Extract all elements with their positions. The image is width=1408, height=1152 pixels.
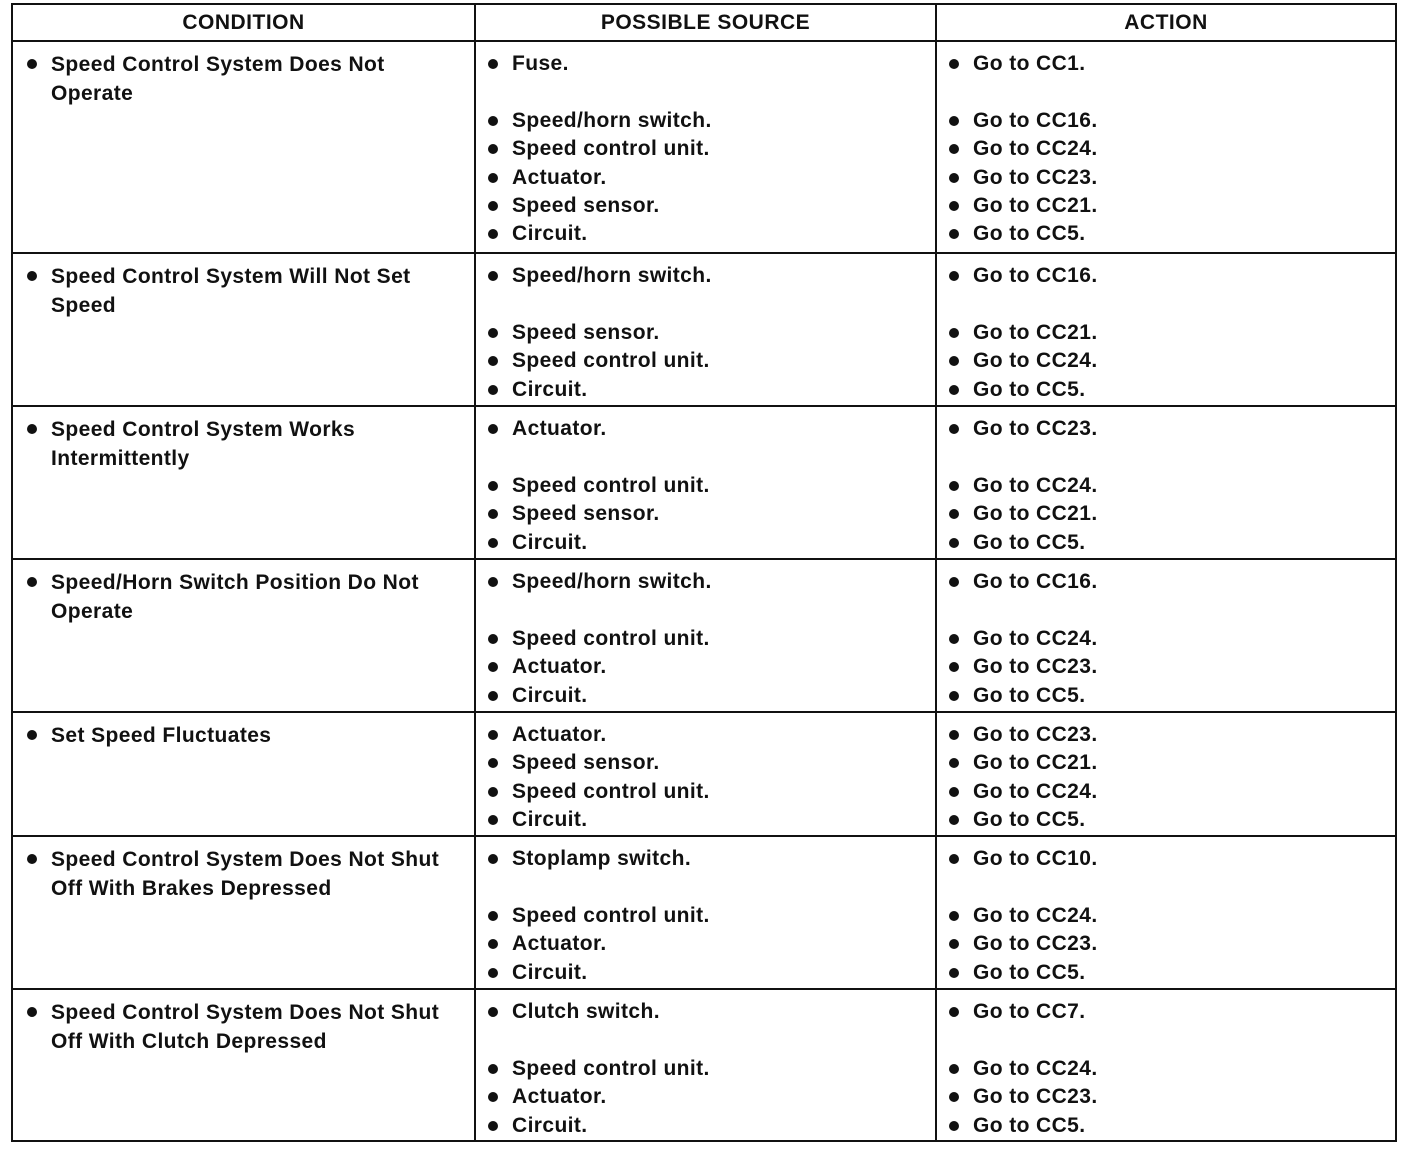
source-item (488, 902, 927, 930)
action-item (949, 653, 1387, 681)
action-cell (937, 42, 1395, 254)
condition-text: Speed Control System Will Not Set Speed (51, 265, 411, 317)
action-item (949, 930, 1387, 958)
source-item (488, 50, 927, 78)
source-text: Speed control unit. (512, 1056, 710, 1080)
header-condition: CONDITION (13, 5, 476, 42)
source-item (488, 682, 927, 710)
action-item (949, 625, 1387, 653)
source-text: Actuator. (512, 723, 607, 746)
bullet-icon (27, 730, 37, 740)
bullet-icon (488, 229, 498, 239)
source-text: Circuit. (512, 530, 588, 554)
action-text: Go to CC23. (973, 655, 1098, 679)
source-item (488, 192, 927, 220)
bullet-icon (949, 59, 959, 69)
condition-cell (13, 42, 476, 254)
action-cell (937, 713, 1395, 837)
condition-text: Speed Control System Does Not Shut Off With Clutch Depressed (51, 1001, 440, 1053)
action-item (949, 415, 1387, 443)
bullet-icon (949, 577, 959, 587)
bullet-icon (27, 854, 37, 864)
action-item (949, 529, 1387, 557)
source-text: Actuator. (512, 165, 607, 189)
source-item (488, 930, 927, 958)
action-text: Go to CC5. (973, 808, 1086, 832)
condition-item (27, 50, 466, 108)
bullet-icon (949, 634, 959, 644)
source-item (488, 220, 927, 248)
action-item (949, 778, 1387, 806)
bullet-icon (949, 229, 959, 239)
condition-cell (13, 407, 476, 560)
action-text: Go to CC21. (973, 194, 1098, 218)
source-text: Speed control unit. (512, 473, 710, 497)
action-item (949, 262, 1387, 290)
possible-source-cell (476, 713, 937, 837)
action-text: Go to CC24. (973, 137, 1098, 161)
bullet-icon (488, 577, 498, 587)
source-text: Speed control unit. (512, 779, 710, 803)
action-text: Go to CC16. (973, 264, 1098, 287)
bullet-icon (949, 787, 959, 797)
bullet-icon (949, 854, 959, 864)
condition-item (27, 262, 466, 320)
action-item (949, 347, 1387, 375)
action-item (949, 192, 1387, 220)
source-item (488, 749, 927, 777)
possible-source-cell (476, 407, 937, 560)
source-item (488, 135, 927, 163)
source-text: Speed/horn switch. (512, 570, 712, 593)
condition-item (27, 998, 466, 1056)
action-text: Go to CC24. (973, 349, 1098, 373)
action-item (949, 1055, 1387, 1083)
bullet-icon (488, 854, 498, 864)
action-item (949, 500, 1387, 528)
action-item (949, 472, 1387, 500)
possible-source-cell (476, 560, 937, 713)
source-text: Speed control unit. (512, 903, 710, 927)
action-text: Go to CC21. (973, 320, 1098, 344)
source-text: Speed sensor. (512, 194, 660, 218)
bullet-icon (488, 911, 498, 921)
action-text: Go to CC16. (973, 108, 1098, 132)
source-text: Actuator. (512, 932, 607, 956)
action-text: Go to CC21. (973, 751, 1098, 775)
source-item (488, 500, 927, 528)
bullet-icon (488, 968, 498, 978)
bullet-icon (949, 509, 959, 519)
bullet-icon (949, 385, 959, 395)
action-item (949, 50, 1387, 78)
action-text: Go to CC5. (973, 1113, 1086, 1137)
bullet-icon (488, 1121, 498, 1131)
bullet-icon (488, 201, 498, 211)
condition-cell (13, 837, 476, 990)
condition-item (27, 568, 466, 626)
source-text: Speed sensor. (512, 320, 660, 344)
source-text: Actuator. (512, 655, 607, 679)
source-text: Speed/horn switch. (512, 108, 712, 132)
bullet-icon (488, 59, 498, 69)
source-item (488, 806, 927, 834)
header-action: ACTION (937, 5, 1395, 42)
source-item (488, 845, 927, 873)
bullet-icon (488, 1064, 498, 1074)
source-text: Circuit. (512, 683, 588, 707)
bullet-icon (27, 59, 37, 69)
source-item (488, 347, 927, 375)
source-text: Stoplamp switch. (512, 847, 692, 870)
bullet-icon (27, 577, 37, 587)
source-text: Clutch switch. (512, 1000, 660, 1023)
action-text: Go to CC24. (973, 626, 1098, 650)
source-text: Circuit. (512, 222, 588, 246)
condition-text: Set Speed Fluctuates (51, 724, 272, 747)
action-cell (937, 560, 1395, 713)
source-text: Actuator. (512, 417, 607, 440)
action-item (949, 107, 1387, 135)
condition-text: Speed/Horn Switch Position Do Not Operate (51, 571, 419, 623)
condition-item (27, 415, 466, 473)
bullet-icon (488, 1007, 498, 1017)
source-item (488, 262, 927, 290)
action-text: Go to CC10. (973, 847, 1098, 870)
bullet-icon (949, 662, 959, 672)
bullet-icon (949, 815, 959, 825)
diagnosis-table (11, 3, 1397, 1142)
source-text: Circuit. (512, 808, 588, 832)
action-item (949, 902, 1387, 930)
action-item (949, 806, 1387, 834)
bullet-icon (488, 424, 498, 434)
action-item (949, 164, 1387, 192)
source-item (488, 1083, 927, 1111)
bullet-icon (949, 911, 959, 921)
action-text: Go to CC24. (973, 903, 1098, 927)
action-text: Go to CC5. (973, 683, 1086, 707)
action-item (949, 721, 1387, 749)
action-item (949, 959, 1387, 987)
source-text: Circuit. (512, 1113, 588, 1137)
bullet-icon (949, 116, 959, 126)
bullet-icon (949, 1092, 959, 1102)
bullet-icon (488, 538, 498, 548)
bullet-icon (949, 424, 959, 434)
bullet-icon (27, 271, 37, 281)
action-cell (937, 407, 1395, 560)
source-item (488, 529, 927, 557)
source-item (488, 164, 927, 192)
bullet-icon (949, 481, 959, 491)
bullet-icon (949, 356, 959, 366)
action-text: Go to CC23. (973, 723, 1098, 746)
bullet-icon (949, 271, 959, 281)
condition-item (27, 721, 466, 750)
condition-text: Speed Control System Does Not Shut Off With Brakes Depressed (51, 848, 440, 900)
action-item (949, 1112, 1387, 1140)
bullet-icon (488, 271, 498, 281)
bullet-icon (488, 116, 498, 126)
action-text: Go to CC16. (973, 570, 1098, 593)
action-item (949, 376, 1387, 404)
action-text: Go to CC23. (973, 165, 1098, 189)
action-text: Go to CC24. (973, 779, 1098, 803)
source-text: Speed sensor. (512, 502, 660, 526)
source-item (488, 568, 927, 596)
condition-cell (13, 713, 476, 837)
source-item (488, 319, 927, 347)
bullet-icon (949, 144, 959, 154)
bullet-icon (488, 385, 498, 395)
bullet-icon (27, 1007, 37, 1017)
action-text: Go to CC24. (973, 1056, 1098, 1080)
action-text: Go to CC5. (973, 222, 1086, 246)
source-text: Speed/horn switch. (512, 264, 712, 287)
action-item (949, 845, 1387, 873)
action-cell (937, 837, 1395, 990)
source-item (488, 653, 927, 681)
bullet-icon (488, 662, 498, 672)
bullet-icon (488, 356, 498, 366)
action-text: Go to CC21. (973, 502, 1098, 526)
action-item (949, 319, 1387, 347)
source-item (488, 415, 927, 443)
source-item (488, 376, 927, 404)
action-item (949, 568, 1387, 596)
action-item (949, 749, 1387, 777)
action-text: Go to CC5. (973, 960, 1086, 984)
source-item (488, 107, 927, 135)
bullet-icon (949, 328, 959, 338)
bullet-icon (488, 691, 498, 701)
condition-cell (13, 254, 476, 407)
source-item (488, 778, 927, 806)
bullet-icon (949, 730, 959, 740)
bullet-icon (949, 538, 959, 548)
source-item (488, 998, 927, 1026)
action-item (949, 998, 1387, 1026)
condition-cell (13, 990, 476, 1140)
action-text: Go to CC1. (973, 52, 1086, 75)
action-item (949, 220, 1387, 248)
bullet-icon (949, 1007, 959, 1017)
bullet-icon (949, 939, 959, 949)
bullet-icon (488, 787, 498, 797)
action-text: Go to CC23. (973, 932, 1098, 956)
source-text: Circuit. (512, 960, 588, 984)
source-item (488, 721, 927, 749)
bullet-icon (488, 815, 498, 825)
bullet-icon (488, 509, 498, 519)
source-item (488, 1055, 927, 1083)
bullet-icon (949, 1121, 959, 1131)
source-text: Speed control unit. (512, 626, 710, 650)
source-text: Circuit. (512, 377, 588, 401)
condition-item (27, 845, 466, 903)
action-text: Go to CC7. (973, 1000, 1086, 1023)
bullet-icon (949, 758, 959, 768)
bullet-icon (488, 328, 498, 338)
source-text: Speed sensor. (512, 751, 660, 775)
bullet-icon (949, 968, 959, 978)
bullet-icon (488, 144, 498, 154)
bullet-icon (27, 424, 37, 434)
source-text: Speed control unit. (512, 137, 710, 161)
action-text: Go to CC24. (973, 473, 1098, 497)
action-text: Go to CC5. (973, 530, 1086, 554)
bullet-icon (488, 481, 498, 491)
bullet-icon (488, 634, 498, 644)
source-item (488, 959, 927, 987)
bullet-icon (949, 201, 959, 211)
source-item (488, 1112, 927, 1140)
possible-source-cell (476, 990, 937, 1140)
action-item (949, 682, 1387, 710)
source-text: Fuse. (512, 52, 569, 75)
bullet-icon (488, 939, 498, 949)
action-item (949, 1083, 1387, 1111)
bullet-icon (488, 758, 498, 768)
condition-text: Speed Control System Does Not Operate (51, 53, 385, 105)
action-item (949, 135, 1387, 163)
bullet-icon (949, 1064, 959, 1074)
source-text: Speed control unit. (512, 349, 710, 373)
bullet-icon (488, 173, 498, 183)
possible-source-cell (476, 837, 937, 990)
action-text: Go to CC5. (973, 377, 1086, 401)
action-text: Go to CC23. (973, 417, 1098, 440)
bullet-icon (949, 173, 959, 183)
source-text: Actuator. (512, 1085, 607, 1109)
condition-cell (13, 560, 476, 713)
source-item (488, 625, 927, 653)
header-possible-source: POSSIBLE SOURCE (476, 5, 937, 42)
bullet-icon (488, 1092, 498, 1102)
action-cell (937, 990, 1395, 1140)
source-item (488, 472, 927, 500)
condition-text: Speed Control System Works Intermittently (51, 418, 356, 470)
action-text: Go to CC23. (973, 1085, 1098, 1109)
bullet-icon (949, 691, 959, 701)
action-cell (937, 254, 1395, 407)
bullet-icon (488, 730, 498, 740)
possible-source-cell (476, 254, 937, 407)
possible-source-cell (476, 42, 937, 254)
